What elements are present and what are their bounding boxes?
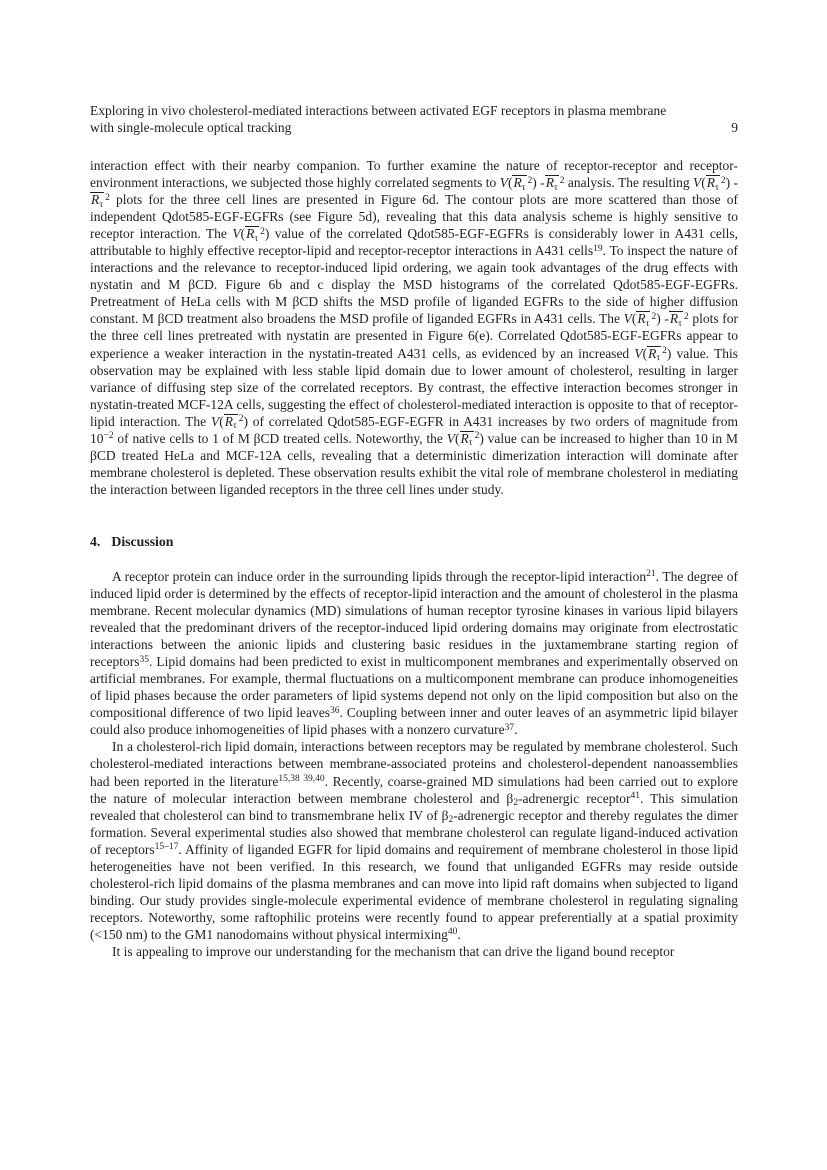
running-header	[90, 102, 738, 136]
section-number: 4.	[90, 533, 101, 549]
running-header-line2	[90, 119, 738, 136]
section-title: Discussion	[111, 533, 174, 549]
body-text	[90, 157, 738, 960]
overline-math-term: $R_\tau$	[648, 345, 661, 364]
page-number: 9	[731, 120, 738, 135]
overline-math-term: $R_\tau$	[91, 192, 104, 210]
page-content	[90, 102, 738, 960]
overline-math-term: $R_\tau$	[669, 311, 682, 329]
section-heading	[90, 533, 738, 550]
paragraph: interaction effect with their nearby companion. To further examine the nature of receptor-receptor and receptor-environment interactions, we subjected those highly correlated segments to $V(R_\tau^2)$ $-R_\tau^2$ analysis. The resulting $V(R_\tau^2) - R_\tau^2$ plots for the three cell lines are presented in Figure 6d. The contour plots are more scattered than those of independent Qdot585-EGF-EGFRs (see Figure 5d), revealing that this data analysis scheme is highly sensitive to receptor interaction. The $V(R_\tau^2)$ value of the correlated Qdot585-EGF-EGFRs is considerably lower in A431 cells, attributable to highly effective receptor-lipid and receptor-receptor interactions in A431 cells$^{19}$. To inspect the nature of interactions and the relevance to receptor-induced lipid ordering, we again took advantages of the drug effects with nystatin and M βCD. Figure 6b and c display the MSD histograms of the correlated Qdot585-EGF-EGFRs. Pretreatment of HeLa cells with M βCD shifts the MSD profile of liganded EGFRs to the side of higher diffusion constant. M βCD treatment also broadens the MSD profile of liganded EGFRs in A431 cells. The $V(R_\tau^2)$ $-R_\tau^2$ plots for the three cell lines pretreated with nystatin are presented in Figure 6(e). Correlated Qdot585-EGF-EGFRs appear to experience a weaker interaction in the nystatin-treated A431 cells, as evidenced by an increased $V(R_\tau^2)$ value. This observation may be explained with less stable lipid domain due to lower amount of cholesterol, resulting in larger variance of diffusing step size of the correlated receptors. By contrast, the effective interaction becomes stronger in nystatin-treated MCF-12A cells, suggesting the effect of cholesterol-mediated interaction is opposite to that of receptor-lipid interaction. The $V(R_\tau^2)$ of correlated Qdot585-EGF-EGFR in A431 increases by two orders of magnitude from $10^{-2}$ of native cells to 1 of M βCD treated cells. Noteworthy, the $V(R_\tau^2)$ value can be increased to higher than 10 in M βCD treated HeLa and MCF-12A cells, revealing that a deterministic dimerization interaction will dominate after membrane cholesterol is depleted. These observation results exhibit the vital role of membrane cholesterol in mediating the interaction between liganded receptors in the three cell lines under study.	[90, 158, 738, 497]
overline-math-term: $R_\tau$	[637, 311, 650, 329]
paragraph: A receptor protein can induce order in the surrounding lipids through the receptor-lipid interaction$^{21}$. The degree of induced lipid order is determined by the effects of receptor-lipid interaction and the amount of cholesterol in the plasma membrane. Recent molecular dynamics (MD) simulations of human receptor tyrosine kinases in various lipid bilayers revealed that the predominant drivers of the receptor-induced lipid ordering domains may originate from electrostatic interactions between the anionic lipids and clustering basic residues in the juxtamembrane starting region of receptors$^{35}$. Lipid domains had been predicted to exist in multicomponent membranes and experimentally observed on artificial membranes. For example, thermal fluctuations on a multicomponent membrane can produce inhomogeneities of lipid phases because the order parameters of lipid systems depend not only on the lipid composition but also on the compositional difference of two lipid leaves$^{36}$. Coupling between inner and outer leaves of an asymmetric lipid bilayer could also produce inhomogeneities of lipid phases with a nonzero curvature$^{37}$.	[90, 568, 738, 738]
overline-math-term: $R_\tau$	[545, 175, 558, 193]
discussion-paragraphs	[90, 568, 738, 960]
overline-math-term: $R_\tau$	[706, 175, 719, 193]
paragraph: In a cholesterol-rich lipid domain, interactions between receptors may be regulated by membrane cholesterol. Such cholesterol-mediated interactions between membrane-associated proteins and cholesterol-dependent nanoassemblies had been reported in the literature$^{15,38 39,40}$. Recently, coarse-grained MD simulations had been carried out to explore the nature of molecular interaction between membrane cholesterol and $\beta_2$-adrenergic receptor$^{41}$. This simulation revealed that cholesterol can bind to transmembrane helix IV of $\beta_2$-adrenergic receptor and thereby regulates the dimer formation. Several experimental studies also showed that membrane cholesterol can regulate ligand-induced activation of receptors$^{15-17}$. Affinity of liganded EGFR for lipid domains and requirement of membrane cholesterol in those lipid heterogeneities have not been verified. In this research, we found that unliganded EGFRs may reside outside cholesterol-rich lipid domains of the plasma membranes and can move into lipid raft domains when subjected to ligand binding. Our study provides single-molecule experimental evidence of membrane cholesterol in regulating signaling receptors. Noteworthy, some raftophilic proteins were recently found to appear preferentially at a spatial proximity (<150 nm) to the GM1 nanodomains without physical intermixing$^{40}$.	[90, 739, 739, 942]
running-title-line2: with single-molecule optical tracking	[90, 120, 292, 135]
overline-math-term: $R_\tau$	[460, 430, 473, 449]
intro-continuation-paragraphs	[90, 157, 738, 498]
overline-math-term: $R_\tau$	[246, 226, 259, 244]
running-title-line1: Exploring in vivo cholesterol-mediated interactions between activated EGF receptors in plasma membrane	[90, 103, 667, 118]
paragraph: It is appealing to improve our understanding for the mechanism that can drive the ligand bound receptor	[112, 943, 675, 959]
overline-math-term: $R_\tau$	[513, 175, 526, 193]
overline-math-term: $R_\tau$	[224, 413, 237, 432]
